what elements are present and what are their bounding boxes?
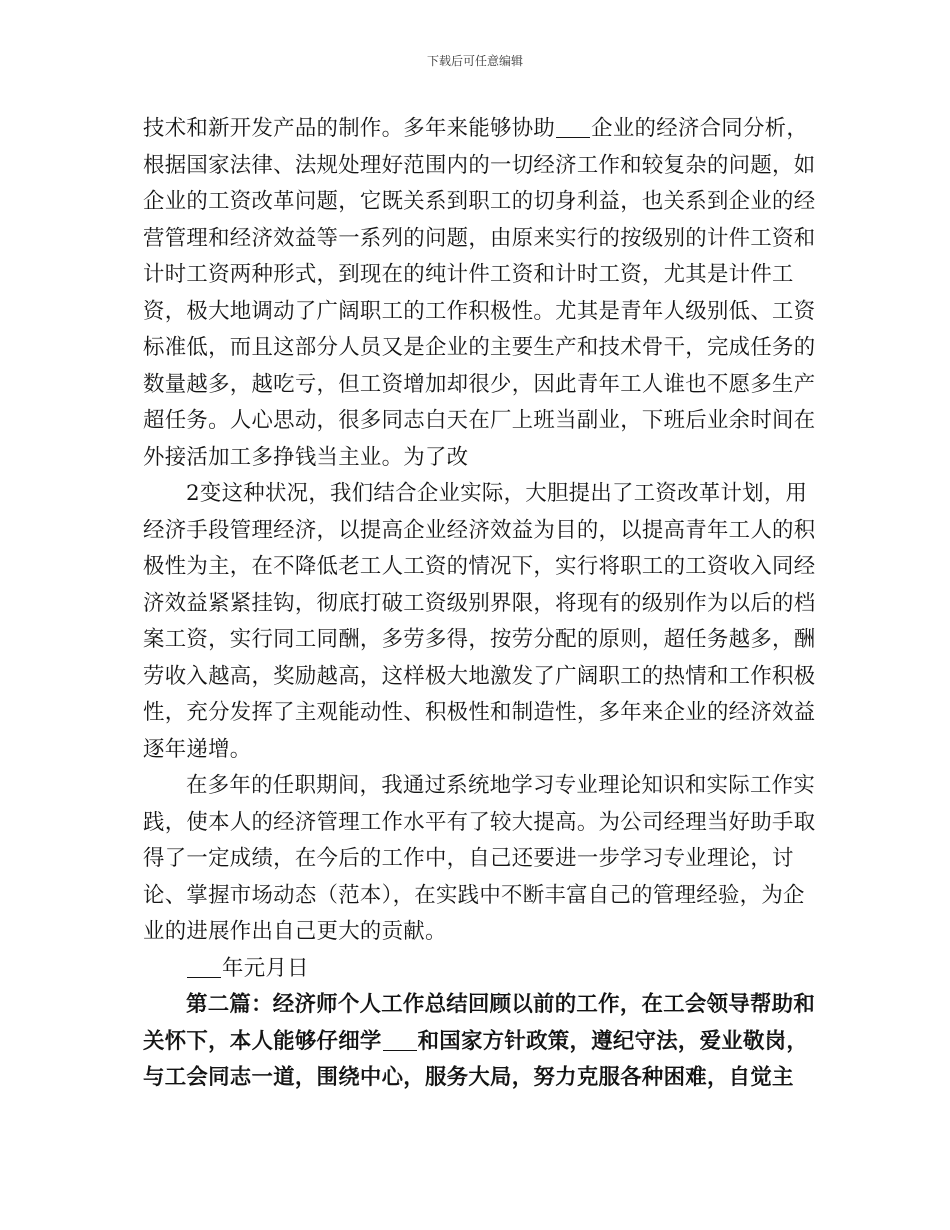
date-blank	[187, 955, 221, 977]
section-two-text-a: 第二篇：经济师个人工作总结回顾以前的工作，在工会领导帮助和关怀下，本人能够仔细学	[143, 992, 816, 1054]
date-line	[143, 951, 819, 988]
fill-in-blank	[383, 1028, 417, 1050]
paragraph-1-text-a: 技术和新开发产品的制作。多年来能够协助	[143, 116, 556, 141]
date-text: 年元月日	[222, 955, 309, 981]
section-two-paragraph	[143, 987, 819, 1097]
fill-in-blank	[556, 116, 590, 138]
paragraph-1	[143, 111, 819, 476]
page-header: 下载后可任意编辑	[426, 54, 523, 68]
paragraph-1-text-b: 企业的经济合同分析，根据国家法律、法规处理好范围内的一切经济工作和较复杂的问题，如企业的工资改革问题，它既关系到职工的切身利益，也关系到企业的经营管理和经济效益等一系列的问题，由原来实行的按级别的计件工资和计时工资两种形式，到现在的纯计件工资和计时工资，尤其是计件工资，极大地调动了广阔职工的工作积极性。尤其是青年人级别低、工资标准低，而且这部分人员又是企业的主要生产和技术骨干，完成任务的数量越多，越吃亏，但工资增加却很少，因此青年工人谁也不愿多生产超任务。人心思动，很多同志白天在厂上班当副业，下班后业余时间在外接活加工多挣钱当主业。为了改	[143, 116, 816, 470]
paragraph-2: 2变这种状况，我们结合企业实际，大胆提出了工资改革计划，用经济手段管理经济，以提高企业经济效益为目的，以提高青年工人的积极性为主，在不降低老工人工资的情况下，实行将职工的工资收入同经济效益紧紧挂钩，彻底打破工资级别界限，将现有的级别作为以后的档案工资，实行同工同酬，多劳多得，按劳分配的原则，超任务越多，酬劳收入越高，奖励越高，这样极大地激发了广阔职工的热情和工作积极性，充分发挥了主观能动性、积极性和制造性，多年来企业的经济效益逐年递增。	[143, 481, 816, 762]
section-two-text-b: 和国家方针政策，遵纪守法，爱业敬岗，与工会同志一道，围绕中心，服务大局，努力克服各种困难，自觉主	[143, 1028, 809, 1090]
paragraph-3: 在多年的任职期间，我通过系统地学习专业理论知识和实际工作实践，使本人的经济管理工作水平有了较大提高。为公司经理当好助手取得了一定成绩，在今后的工作中，自己还要进一步学习专业理论，讨论、掌握市场动态（范本），在实践中不断丰富自己的管理经验，为企业的进展作出自己更大的贡献。	[143, 773, 816, 944]
document-body	[143, 111, 819, 1097]
